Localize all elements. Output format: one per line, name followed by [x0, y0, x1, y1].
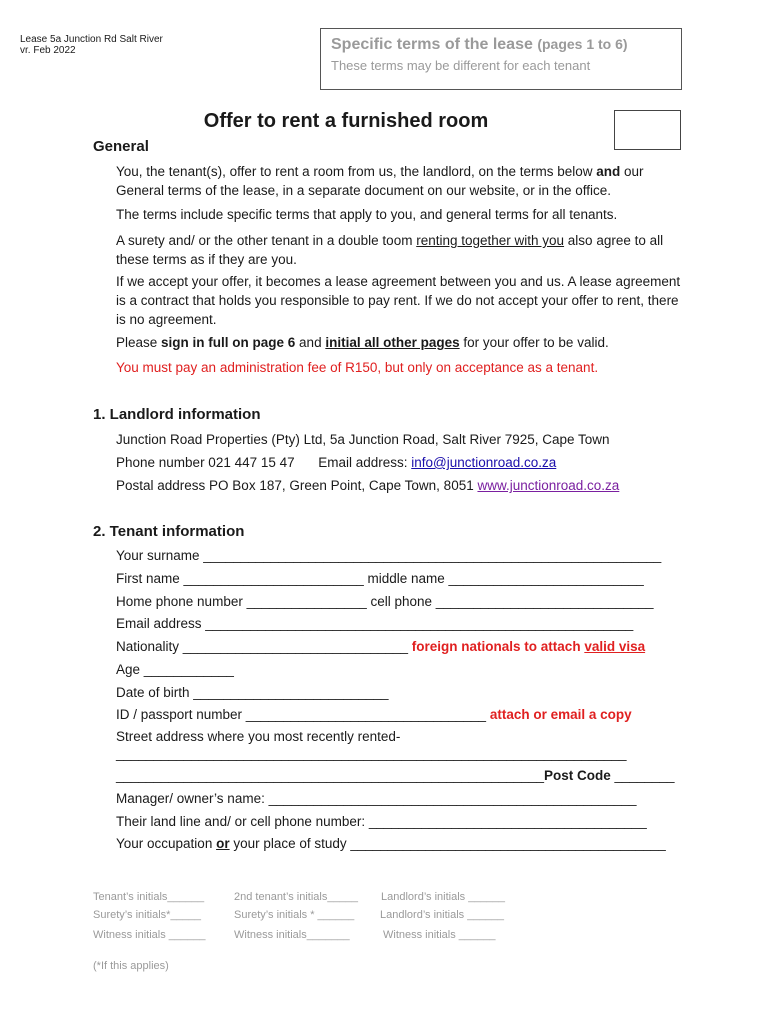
p5-text-c: and — [295, 335, 326, 350]
general-paragraph-5 — [116, 333, 682, 352]
street-address-line-2 — [116, 766, 682, 785]
landlord-email-link[interactable]: info@junctionroad.co.za — [411, 455, 557, 470]
surety-initials-1[interactable]: Surety’s initials*_____ — [93, 909, 202, 921]
p5-text-e: for your offer to be valid. — [459, 335, 609, 350]
terms-title-text: Specific terms of the lease — [331, 36, 533, 53]
witness-initials-3[interactable]: Witness initials ______ — [383, 929, 496, 941]
p1-text-bold: and — [596, 164, 621, 179]
general-paragraph-2: The terms include specific terms that apply to you, and general terms for all tenants. — [116, 207, 618, 222]
visa-note-text: foreign nationals to attach — [411, 639, 585, 654]
p3-text-underlined: renting together with you — [416, 233, 565, 248]
terms-box-title — [331, 36, 671, 54]
p3-text-a: A surety and/ or the other tenant in a double toom — [116, 233, 417, 248]
dob-field[interactable]: Date of birth __________________________ — [116, 685, 389, 700]
doc-ref-line-2: vr. Feb 2022 — [20, 45, 76, 56]
witness-initials-2[interactable]: Witness initials_______ — [234, 929, 350, 941]
visa-note — [412, 639, 645, 654]
landlord-contact — [116, 453, 682, 472]
landline-field[interactable]: Their land line and/ or cell phone number: _____________________________________ — [116, 814, 647, 829]
applies-note: (*If this applies) — [93, 960, 169, 972]
p5-initial-pages: initial all other pages — [325, 335, 460, 350]
p5-text-a: Please — [116, 335, 162, 350]
post-code-field[interactable]: ________ — [610, 768, 675, 783]
landlord-address: Junction Road Properties (Pty) Ltd, 5a Junction Road, Salt River 7925, Cape Town — [116, 432, 610, 447]
specific-terms-box — [320, 28, 682, 90]
second-tenant-initials[interactable]: 2nd tenant’s initials_____ — [234, 891, 358, 903]
street-address-label: Street address where you most recently rented- — [116, 729, 401, 744]
p5-sign-full: sign in full on page 6 — [161, 335, 296, 350]
surety-initials-2[interactable]: Surety’s initials * ______ — [234, 909, 355, 921]
street-address-line-1[interactable]: ____________________________________________________________________ — [116, 746, 627, 761]
landlord-postal — [116, 476, 682, 495]
landlord-phone: Phone number 021 447 15 47 — [116, 455, 295, 470]
general-paragraph-1 — [116, 162, 682, 200]
home-phone-field[interactable]: Home phone number ________________ — [116, 594, 367, 609]
cell-phone-field[interactable]: cell phone _____________________________ — [370, 594, 654, 609]
general-paragraph-4: If we accept your offer, it becomes a lease agreement between you and us. A lease agreement is a contract that holds you responsible to pay rent. If we do not accept your offer to rent, there is no agreement. — [116, 274, 681, 327]
manager-field[interactable]: Manager/ owner’s name: _________________________________________________ — [116, 791, 637, 806]
phone-row — [116, 592, 682, 611]
general-paragraph-3 — [116, 231, 682, 269]
landlord-heading: 1. Landlord information — [93, 406, 261, 423]
p3-text-c: also agree to all these terms as if they are you. — [116, 233, 664, 267]
postal-address: Postal address PO Box 187, Green Point, Cape Town, 8051 — [116, 478, 478, 493]
visa-note-underlined: valid visa — [584, 639, 646, 654]
witness-initials-1[interactable]: Witness initials ______ — [93, 929, 206, 941]
surname-field[interactable]: Your surname _____________________________________________________________ — [116, 548, 662, 563]
initials-box[interactable] — [614, 110, 681, 150]
terms-title-pages: (pages 1 to 6) — [537, 36, 628, 52]
nationality-field[interactable]: Nationality ______________________________ — [116, 639, 409, 654]
occupation-or: or — [216, 836, 230, 851]
doc-ref-line-1: Lease 5a Junction Rd Salt River — [20, 34, 163, 45]
tenant-initials[interactable]: Tenant’s initials______ — [93, 891, 205, 903]
general-heading: General — [93, 138, 149, 155]
terms-box-subtitle: These terms may be different for each tenant — [331, 58, 591, 73]
landlord-initials-1[interactable]: Landlord’s initials ______ — [381, 891, 505, 903]
occupation-text-a: Your occupation — [116, 836, 217, 851]
id-copy-note: attach or email a copy — [489, 707, 632, 722]
middle-name-field[interactable]: middle name __________________________ — [367, 571, 644, 586]
document-reference — [20, 34, 163, 56]
p1-text-a: You, the tenant(s), offer to rent a room from us, the landlord, on the terms below — [116, 164, 597, 179]
id-row — [116, 705, 682, 724]
age-field[interactable]: Age ____________ — [116, 662, 234, 677]
landlord-initials-2[interactable]: Landlord’s initials ______ — [380, 909, 504, 921]
admin-fee-notice: You must pay an administration fee of R150, but only on acceptance as a tenant. — [116, 360, 599, 375]
street-address-blank[interactable]: _________________________________________________________ — [116, 768, 544, 783]
email-label: Email address: — [318, 455, 412, 470]
tenant-heading: 2. Tenant information — [93, 523, 245, 540]
nationality-row — [116, 637, 682, 656]
email-field[interactable]: Email address _________________________________________________________ — [116, 616, 634, 631]
id-passport-field[interactable]: ID / passport number ________________________________ — [116, 707, 487, 722]
name-row — [116, 569, 682, 588]
post-code-label: Post Code — [543, 768, 611, 783]
page-title: Offer to rent a furnished room — [203, 110, 489, 132]
website-link[interactable]: www.junctionroad.co.za — [477, 478, 620, 493]
p1-text-c: our General terms of the lease, in a separate document on our website, or in the office. — [116, 164, 644, 198]
first-name-field[interactable]: First name ________________________ — [116, 571, 364, 586]
occupation-field[interactable] — [116, 834, 682, 853]
occupation-text-c: your place of study __________________________________________ — [229, 836, 666, 851]
